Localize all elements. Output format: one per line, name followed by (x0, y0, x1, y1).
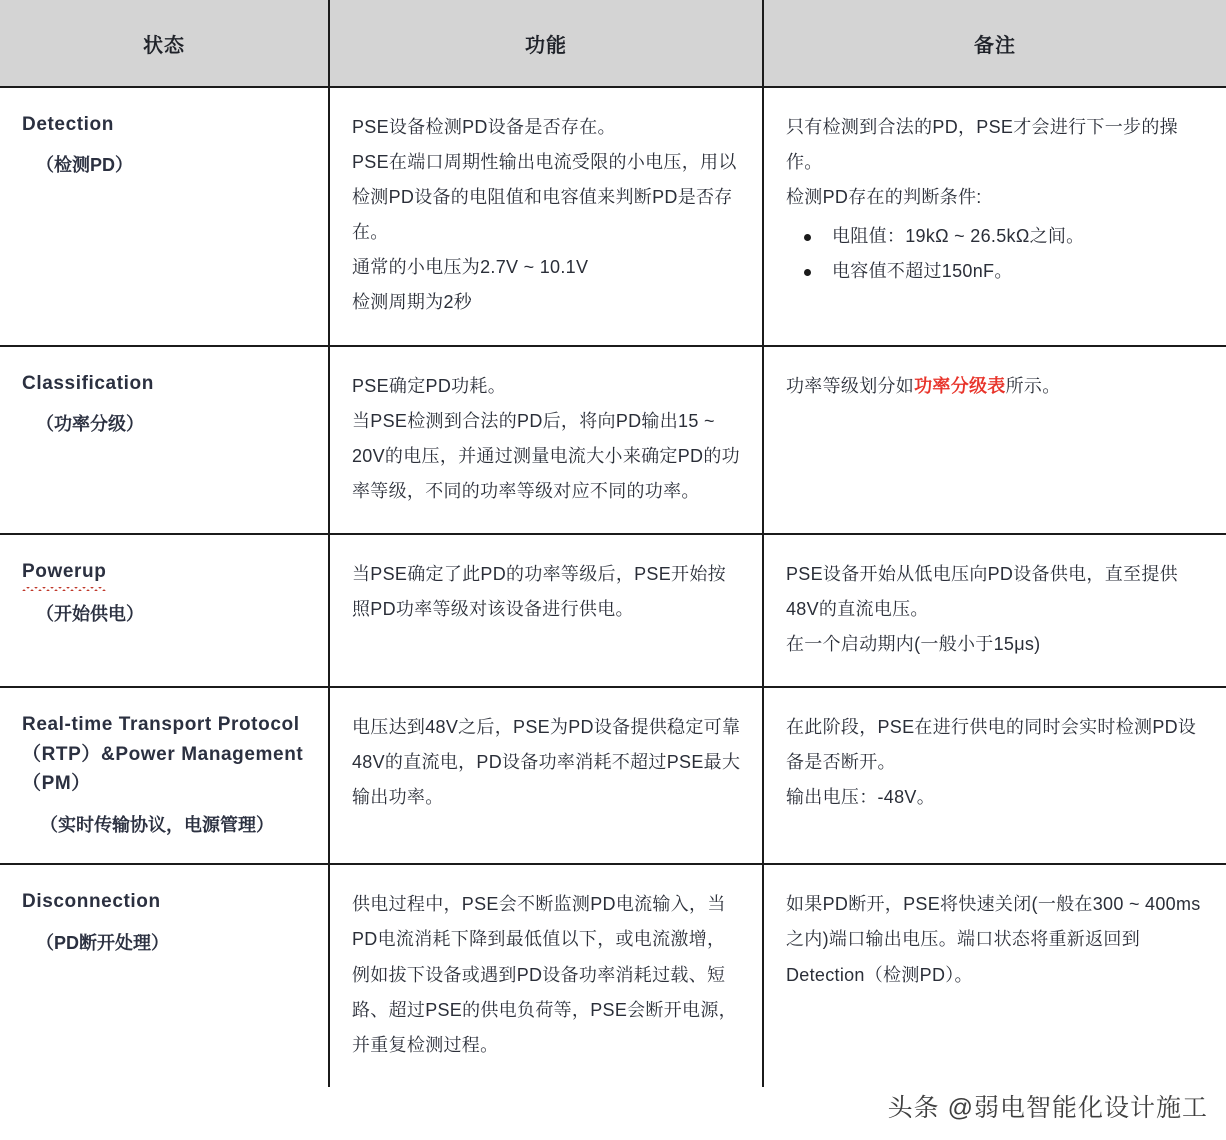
state-name-cn: （实时传输协议，电源管理） (40, 814, 274, 835)
remark-text-before: 功率等级划分如 (786, 375, 915, 396)
state-name-cn: （PD断开处理） (36, 932, 170, 953)
cell-remark (763, 346, 1226, 534)
state-name-en: Powerup (22, 557, 106, 588)
state-name-cn: （开始供电） (36, 604, 144, 625)
state-name-en: Detection (22, 114, 114, 135)
cell-function (329, 687, 763, 864)
remark-paragraph-rich (786, 369, 1206, 404)
list-item: 电阻值：19kΩ ~ 26.5kΩ之间。 (786, 219, 1206, 254)
cell-function (329, 864, 763, 1086)
watermark: 头条 @弱电智能化设计施工 (887, 1094, 1208, 1122)
function-paragraph: PSE在端口周期性输出电流受限的小电压，用以检测PD设备的电阻值和电容值来判断PD是否存在。 (352, 152, 737, 243)
function-paragraph: 检测周期为2秒 (352, 292, 473, 313)
column-header-state: 状态 (0, 0, 329, 87)
remark-paragraph: 如果PD断开，PSE将快速关闭(一般在300 ~ 400ms之内)端口输出电压。端口状态将重新返回到Detection（检测PD）。 (786, 894, 1201, 985)
cell-function (329, 346, 763, 534)
column-header-function: 功能 (329, 0, 763, 87)
remark-paragraph: 输出电压：-48V。 (786, 787, 936, 808)
remark-paragraph: PSE设备开始从低电压向PD设备供电，直至提供48V的直流电压。 (786, 563, 1178, 620)
table-body (0, 87, 1226, 1087)
function-paragraph: 当PSE确定了此PD的功率等级后，PSE开始按照PD功率等级对该设备进行供电。 (352, 563, 726, 620)
remark-paragraph: 在此阶段，PSE在进行供电的同时会实时检测PD设备是否断开。 (786, 717, 1197, 773)
remark-paragraph: 只有检测到合法的PD，PSE才会进行下一步的操作。 (786, 117, 1178, 173)
table-row (0, 534, 1226, 687)
state-name-cn: （检测PD） (36, 155, 134, 176)
column-header-remark: 备注 (763, 0, 1226, 87)
table-row (0, 346, 1226, 534)
remark-text-after: 所示。 (1005, 375, 1061, 396)
function-paragraph: PSE确定PD功耗。 (352, 375, 507, 396)
cell-state (0, 864, 329, 1086)
cell-remark (763, 864, 1226, 1086)
remark-paragraph: 检测PD存在的判断条件: (786, 187, 982, 208)
function-paragraph: 供电过程中，PSE会不断监测PD电流输入，当PD电流消耗下降到最低值以下，或电流激增，例如拔下设备或遇到PD设备功率消耗过载、短路、超过PSE的供电负荷等，PSE会断开电源，并重复检测过程。 (352, 894, 737, 1055)
cell-function (329, 534, 763, 687)
cell-state (0, 87, 329, 346)
cell-function (329, 87, 763, 346)
cell-remark (763, 87, 1226, 346)
cell-remark (763, 687, 1226, 864)
remark-paragraph: 在一个启动期内(一般小于15μs) (786, 634, 1041, 655)
cell-state (0, 534, 329, 687)
cell-state (0, 346, 329, 534)
state-name-en: Real-time Transport Protocol（RTP）&Power Management（PM） (22, 714, 304, 795)
state-name-cn: （功率分级） (36, 414, 144, 434)
function-paragraph: PSE设备检测PD设备是否存在。 (352, 117, 616, 137)
state-name-en: Classification (22, 372, 154, 394)
table-row (0, 687, 1226, 864)
state-name-en: Disconnection (22, 891, 161, 913)
cell-remark (763, 534, 1226, 687)
list-item: 电容值不超过150nF。 (786, 254, 1206, 289)
table-header (0, 0, 1226, 87)
table-row (0, 87, 1226, 346)
table-header-row (0, 0, 1226, 87)
function-paragraph: 当PSE检测到合法的PD后，将向PD输出15 ~ 20V的电压，并通过测量电流大小来确定PD的功率等级，不同的功率等级对应不同的功率。 (352, 410, 740, 501)
table-row (0, 864, 1226, 1086)
cell-state (0, 687, 329, 864)
remark-highlight-link[interactable]: 功率分级表 (914, 375, 1006, 396)
function-paragraph: 通常的小电压为2.7V ~ 10.1V (352, 257, 589, 278)
remark-bullet-list (786, 219, 1206, 289)
function-paragraph: 电压达到48V之后，PSE为PD设备提供稳定可靠48V的直流电，PD设备功率消耗不超过PSE最大输出功率。 (352, 717, 741, 808)
